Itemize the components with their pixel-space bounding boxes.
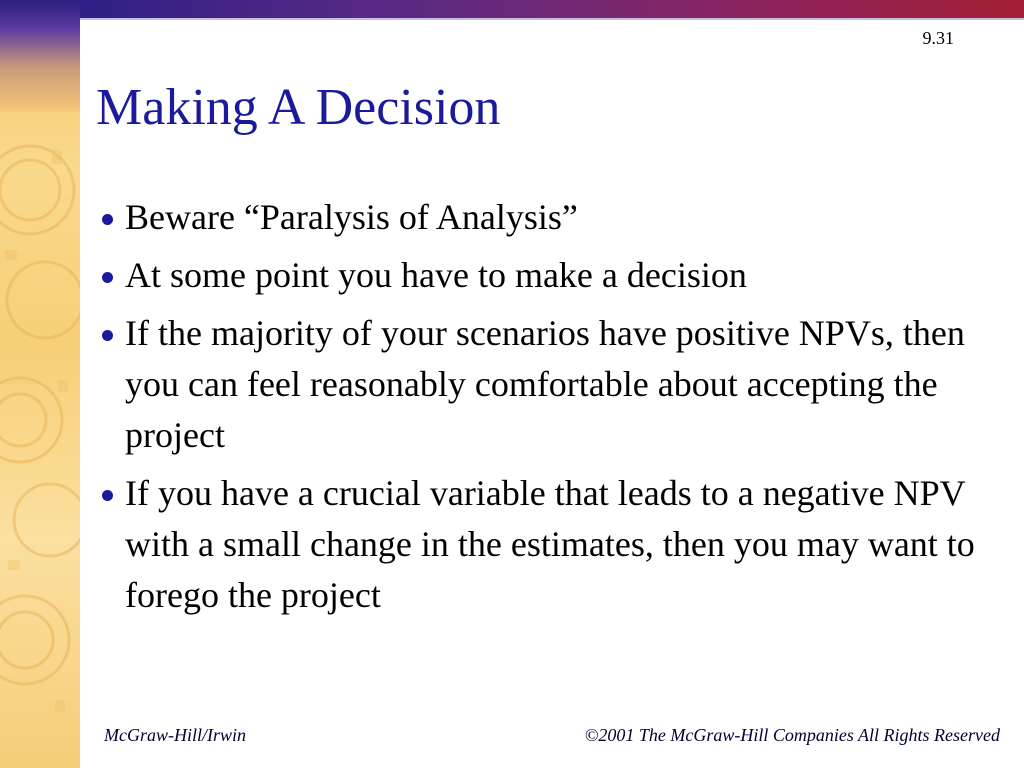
footer-publisher: McGraw-Hill/Irwin xyxy=(104,725,246,745)
bullet-dot-icon xyxy=(102,490,113,501)
bullet-text: If you have a crucial variable that leads to a negative NPV with a small change in the estimates, then you may want to forego the project xyxy=(125,473,975,615)
bullet-dot-icon xyxy=(102,214,113,225)
bullet-text: Beware “Paralysis of Analysis” xyxy=(125,197,578,237)
bullet-item xyxy=(96,192,976,243)
bullet-item xyxy=(96,308,976,461)
slide-title: Making A Decision xyxy=(96,79,501,136)
bullet-item xyxy=(96,250,976,301)
slide-number: 9.31 xyxy=(922,28,954,48)
decorative-strip xyxy=(0,0,80,768)
coin-gear-pattern-icon xyxy=(0,0,80,768)
bullet-dot-icon xyxy=(102,330,113,341)
bullet-dot-icon xyxy=(102,272,113,283)
footer-copyright: ©2001 The McGraw-Hill Companies All Rights Reserved xyxy=(584,725,1000,745)
top-bar-divider xyxy=(80,18,1024,20)
bullet-text: If the majority of your scenarios have positive NPVs, then you can feel reasonably comfortable about accepting the project xyxy=(125,313,965,455)
bullet-item xyxy=(96,468,976,621)
bullet-list xyxy=(96,192,976,628)
bullet-text: At some point you have to make a decision xyxy=(125,255,747,295)
top-gradient-bar xyxy=(80,0,1024,18)
